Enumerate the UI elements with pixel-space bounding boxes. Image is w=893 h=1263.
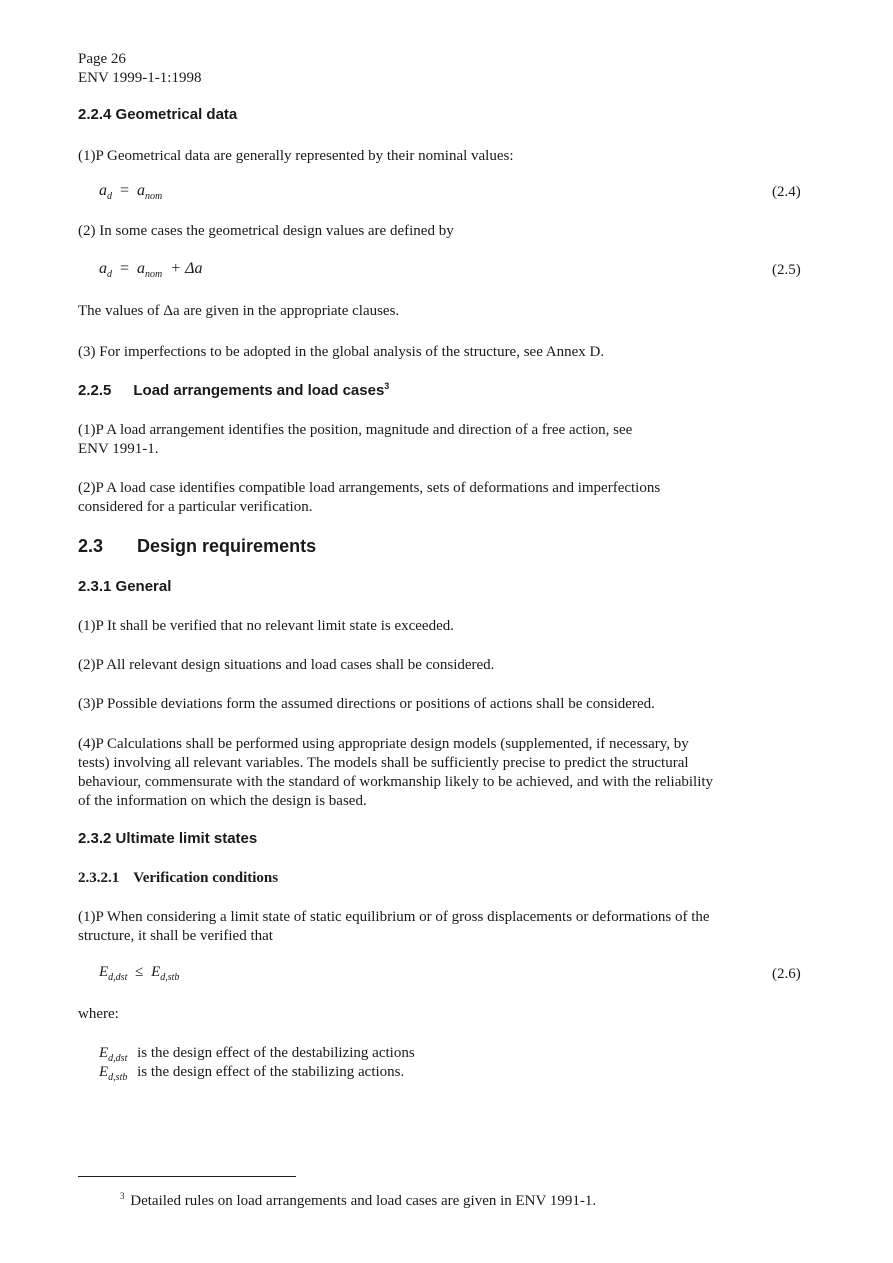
para-2-2-4-3: (3) For imperfections to be adopted in the global analysis of the structure, see Annex D. bbox=[78, 344, 605, 360]
para-2-3-1-2: (2)P All relevant design situations and load cases shall be considered. bbox=[78, 657, 495, 673]
heading-2-3-2: 2.3.2 Ultimate limit states bbox=[78, 830, 258, 847]
equation-number-2-4: (2.4) bbox=[772, 184, 801, 200]
para-2-3-2-1-1: (1)P When considering a limit state of static equilibrium or of gross displacements or deformations of the structure, it shall be verified that bbox=[78, 909, 710, 944]
para-2-2-4-2: (2) In some cases the geometrical design values are defined by bbox=[78, 223, 454, 239]
where-label: where: bbox=[78, 1006, 119, 1022]
heading-2-3-2-1: 2.3.2.1 Verification conditions bbox=[78, 870, 279, 886]
heading-2-3-1: 2.3.1 General bbox=[78, 578, 172, 595]
para-2-3-1-3: (3)P Possible deviations form the assumed directions or positions of actions shall be considered. bbox=[78, 696, 655, 712]
equation-number-2-5: (2.5) bbox=[772, 262, 801, 278]
para-2-3-1-1: (1)P It shall be verified that no relevant limit state is exceeded. bbox=[78, 618, 454, 634]
heading-2-2-4: 2.2.4 Geometrical data bbox=[78, 106, 238, 123]
equation-number-2-6: (2.6) bbox=[772, 966, 801, 982]
para-2-2-5-2: (2)P A load case identifies compatible load arrangements, sets of deformations and imperfections considered for a particular verification. bbox=[78, 480, 661, 515]
equation-2-4: $a_d = a_{nom}$ bbox=[99, 182, 163, 203]
definition-e-d-stb: $E_{d,stb}$ is the design effect of the stabilizing actions. bbox=[99, 1064, 405, 1083]
para-2-2-4-values: The values of Δa are given in the appropriate clauses. bbox=[78, 303, 400, 319]
para-2-2-4-1: (1)P Geometrical data are generally represented by their nominal values: bbox=[78, 148, 514, 164]
footnote-rule bbox=[78, 1176, 296, 1177]
para-2-2-5-1: (1)P A load arrangement identifies the position, magnitude and direction of a free action, see ENV 1991-1. bbox=[78, 422, 633, 457]
para-2-3-1-4: (4)P Calculations shall be performed using appropriate design models (supplemented, if necessary, by tests) involving all relevant variables. The models shall be sufficiently precise to predict the structural behaviour, commensurate with the standard of workmanship likely to be achieved, and with the reliability of the information on which the design is based. bbox=[78, 736, 714, 809]
definition-e-d-dst: $E_{d,dst}$ is the design effect of the destabilizing actions bbox=[99, 1045, 415, 1064]
equation-2-5: $a_d = a_{nom} + \Delta a$ bbox=[99, 260, 203, 281]
document-id: ENV 1999-1-1:1998 bbox=[78, 70, 202, 86]
equation-2-6: $E_{d,dst} \le E_{d,stb}$ bbox=[99, 964, 180, 983]
footnote-ref: 3 bbox=[384, 381, 390, 391]
heading-2-2-5: 2.2.5 Load arrangements and load cases$^3$ bbox=[78, 381, 390, 399]
footnote: $^3$ Detailed rules on load arrangements and load cases are given in ENV 1991-1. bbox=[120, 1191, 597, 1209]
heading-2-3: 2.3 Design requirements bbox=[78, 536, 317, 556]
page-number: Page 26 bbox=[78, 51, 126, 67]
